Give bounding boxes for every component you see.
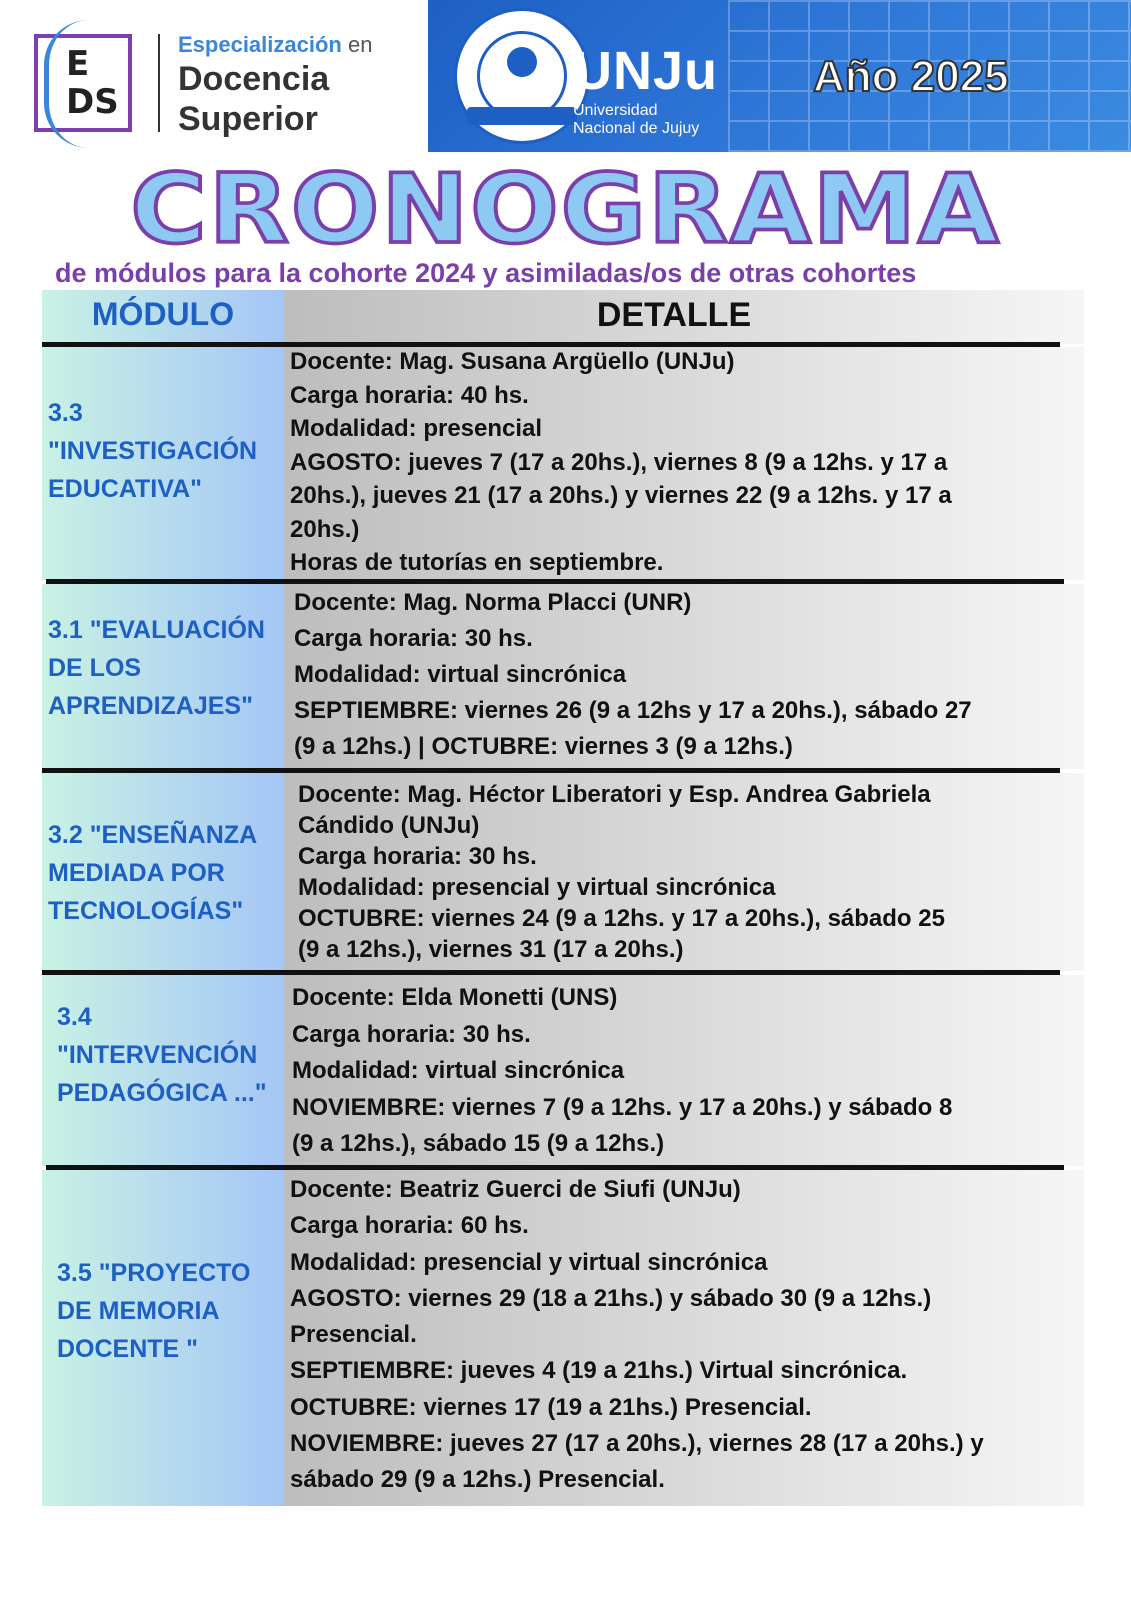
detail-line: Carga horaria: 30 hs. [294, 625, 533, 652]
detail-line: Modalidad: virtual sincrónica [294, 661, 627, 688]
detail-line: Modalidad: virtual sincrónica [292, 1057, 625, 1084]
unju-subtitle-1: Universidad [573, 102, 658, 119]
modulo-line: DOCENTE " [57, 1335, 199, 1363]
detail-line: 20hs.) [290, 515, 360, 543]
modulo-line: 3.3 [48, 399, 83, 427]
detail-line: Carga horaria: 60 hs. [290, 1212, 529, 1240]
detail-line: Carga horaria: 40 hs. [290, 381, 529, 409]
detail-line: Cándido (UNJu) [298, 812, 480, 839]
row-5-modulo [57, 1254, 250, 1368]
detail-line: SEPTIEMBRE: jueves 4 (19 a 21hs.) Virtual sincrónica. [290, 1357, 908, 1385]
detail-line: Modalidad: presencial y virtual sincrónica [290, 1248, 768, 1276]
especializacion-text: Especialización [178, 32, 342, 57]
detail-line: SEPTIEMBRE: viernes 26 (9 a 12hs y 17 a 20hs.), sábado 27 [294, 697, 972, 724]
row-1-detalle [290, 345, 952, 580]
detail-line: Docente: Beatriz Guerci de Siufi (UNJu) [290, 1176, 741, 1203]
column-header-modulo: MÓDULO [91, 296, 235, 332]
modulo-line: EDUCATIVA" [48, 475, 202, 503]
modulo-line: APRENDIZAJES" [48, 692, 253, 720]
detail-line: (9 a 12hs.), sábado 15 (9 a 12hs.) [292, 1130, 665, 1157]
detail-line: Docente: Mag. Héctor Liberatori y Esp. Andrea Gabriela [298, 781, 931, 808]
unju-title: UNJu [573, 41, 719, 101]
detail-line: Docente: Mag. Susana Argüello (UNJu) [290, 348, 735, 375]
docencia-label: Docencia [178, 60, 330, 98]
detail-line: Modalidad: presencial y virtual sincrónica [298, 874, 776, 901]
page-title: CRONOGRAMA [130, 152, 1001, 266]
eds-logo-ds: DS [66, 82, 119, 122]
header-divider [158, 34, 160, 132]
detail-line: AGOSTO: jueves 7 (17 a 20hs.), viernes 8 (9 a 12hs. y 17 a [290, 448, 948, 476]
row-1-modulo [48, 394, 257, 508]
detail-line: (9 a 12hs.) | OCTUBRE: viernes 3 (9 a 12hs.) [294, 733, 793, 760]
detail-line: AGOSTO: viernes 29 (18 a 21hs.) y sábado 30 (9 a 12hs.) [290, 1284, 932, 1312]
unju-seal-icon [454, 8, 590, 144]
modulo-line: 3.1 "EVALUACIÓN [48, 616, 265, 644]
modulo-line: PEDAGÓGICA ..." [57, 1079, 267, 1107]
detail-line: Docente: Mag. Norma Placci (UNR) [294, 589, 692, 616]
detail-line: NOVIEMBRE: jueves 27 (17 a 20hs.), viernes 28 (17 a 20hs.) y [290, 1430, 984, 1458]
seal-ribbon [467, 107, 577, 125]
row-5-detalle [290, 1172, 984, 1499]
row-3-detalle [298, 779, 945, 965]
header-right-banner [428, 0, 1131, 152]
detail-line: Carga horaria: 30 hs. [292, 1020, 531, 1048]
modulo-line: 3.4 [57, 1003, 92, 1031]
detail-line: Modalidad: presencial [290, 415, 543, 442]
detail-line: (9 a 12hs.), viernes 31 (17 a 20hs.) [298, 936, 684, 963]
unju-subtitle-2: Nacional de Jujuy [573, 120, 700, 137]
row-2-modulo [48, 611, 265, 725]
superior-label: Superior [178, 100, 318, 138]
year-label: Año 2025 [813, 52, 1009, 101]
row-4-modulo [57, 998, 267, 1112]
row-4-detalle [292, 980, 952, 1163]
especializacion-label [178, 32, 372, 58]
en-text: en [347, 32, 373, 57]
modulo-line: MEDIADA POR [48, 859, 225, 887]
eds-logo-e: E [66, 44, 90, 84]
detail-line: OCTUBRE: viernes 24 (9 a 12hs. y 17 a 20hs.), sábado 25 [298, 905, 945, 932]
column-header-detalle: DETALLE [596, 296, 752, 334]
modulo-line: "INVESTIGACIÓN [48, 437, 258, 465]
modulo-line: DE MEMORIA [57, 1297, 220, 1325]
modulo-line: "INTERVENCIÓN [57, 1041, 258, 1069]
detail-line: 20hs.), jueves 21 (17 a 20hs.) y viernes 22 (9 a 12hs. y 17 a [290, 482, 952, 509]
detail-line: Carga horaria: 30 hs. [298, 843, 537, 870]
seal-sun-icon [507, 47, 537, 77]
modulo-line: DE LOS [48, 654, 142, 682]
modulo-line: TECNOLOGÍAS" [48, 897, 244, 925]
detail-line: Horas de tutorías en septiembre. [290, 549, 664, 576]
row-3-modulo [48, 816, 257, 930]
detail-line: sábado 29 (9 a 12hs.) Presencial. [290, 1466, 665, 1494]
detail-line: OCTUBRE: viernes 17 (19 a 21hs.) Presencial. [290, 1393, 812, 1421]
detail-line: NOVIEMBRE: viernes 7 (9 a 12hs. y 17 a 20hs.) y sábado 8 [292, 1093, 953, 1121]
row-2-detalle [294, 585, 972, 765]
header-left-logo-area [0, 0, 428, 152]
page-subtitle: de módulos para la cohorte 2024 y asimiladas/os de otras cohortes [55, 258, 917, 288]
detail-line: Presencial. [290, 1321, 417, 1349]
modulo-line: 3.2 "ENSEÑANZA [48, 821, 258, 849]
detail-line: Docente: Elda Monetti (UNS) [292, 984, 618, 1011]
modulo-line: 3.5 "PROYECTO [57, 1259, 251, 1287]
